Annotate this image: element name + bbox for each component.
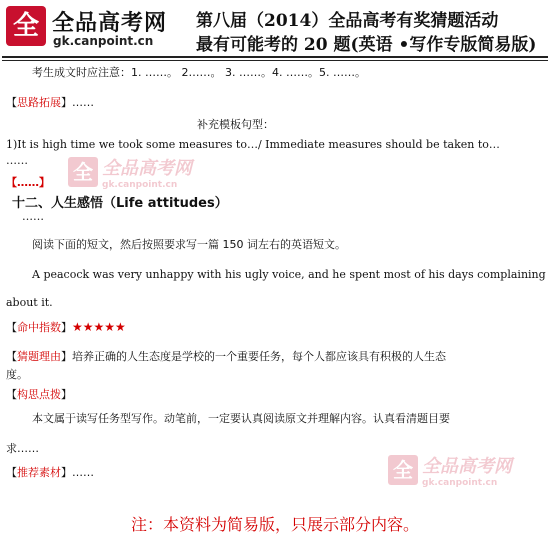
bracket-close: 】: [61, 466, 72, 479]
passage-line-2: about it.: [6, 296, 53, 309]
gousi-text-continued: 求……: [6, 442, 39, 455]
rating-stars-icon: ★★★★★: [72, 320, 126, 334]
bracket-close: 】: [61, 350, 72, 363]
watermark-stamp-top: [68, 154, 192, 190]
bracket-close: 】: [61, 321, 72, 334]
bracket-open: 【: [6, 350, 17, 363]
document-title-line1: 第八届（2014）全品高考有奖猜题活动: [196, 11, 499, 31]
logo-site-url: gk.canpoint.cn: [53, 34, 154, 48]
ellipsis-line: ……: [6, 154, 28, 167]
instruction-text: 阅读下面的短文，然后按照要求写一篇 150 词左右的英语短文。: [32, 238, 346, 251]
caiti-text: 培养正确的人生态度是学校的一个重要任务，每个人都应该具有积极的人生态: [72, 350, 446, 363]
caiti-text-continued: 度。: [6, 368, 28, 381]
template-sentence: 1)It is high time we took some measures to…/ Immediate measures should be taken to…: [6, 138, 500, 151]
red-ellipsis: 【……】: [6, 176, 50, 189]
passage-line-1: A peacock was very unhappy with his ugly voice, and he spent most of his days complaining: [32, 268, 546, 281]
header-divider: [2, 56, 548, 58]
gousi-text: 本文属于读写任务型写作。动笔前，一定要认真阅读原文并理解内容。认真看清题目要: [32, 412, 450, 425]
bracket-open: 【: [6, 321, 17, 334]
caiti-heading: [6, 350, 446, 364]
watermark-text: 全品高考网: [102, 158, 192, 179]
watermark-text: 全品高考网: [422, 456, 512, 477]
writing-notes-line: 考生成文时应注意：1. ……。 2……。 3. ……。4. ……。5. ……。: [32, 66, 366, 79]
bracket-open: 【: [6, 388, 17, 401]
tuijian-heading: [6, 466, 94, 480]
mingzhong-heading: [6, 320, 126, 335]
bracket-close: 】: [61, 388, 72, 401]
watermark-site: gk.canpoint.cn: [422, 478, 498, 488]
watermark-stamp-bottom: [388, 452, 512, 488]
siluo-heading: [6, 96, 94, 110]
logo-mark: 全: [6, 6, 46, 46]
siluo-label: 思路拓展: [17, 96, 61, 109]
watermark-logo-icon: 全: [388, 455, 418, 485]
gousi-heading: [6, 388, 72, 402]
bracket-close: 】: [61, 96, 72, 109]
bracket-open: 【: [6, 96, 17, 109]
gousi-label: 构思点拨: [17, 388, 61, 401]
watermark-site: gk.canpoint.cn: [102, 180, 178, 190]
section-ellipsis: ……: [22, 210, 44, 223]
bracket-open: 【: [6, 466, 17, 479]
watermark-logo-icon: 全: [68, 157, 98, 187]
template-title: 补充模板句型：: [197, 118, 274, 131]
logo-text: 全品高考网: [52, 10, 168, 36]
document-title-line2: 最有可能考的 20 题(英语 •写作专版简易版): [196, 35, 537, 55]
tuijian-ellipsis: ……: [72, 466, 94, 479]
siluo-ellipsis: ……: [72, 96, 94, 109]
section-title: 十二、人生感悟（Life attitudes）: [12, 196, 228, 211]
header-divider-thin: [2, 60, 548, 61]
caiti-label: 猜题理由: [17, 350, 61, 363]
footer-note: 注：本资料为简易版，只展示部分内容。: [130, 515, 419, 534]
mingzhong-label: 命中指数: [17, 321, 61, 334]
tuijian-label: 推荐素材: [17, 466, 61, 479]
